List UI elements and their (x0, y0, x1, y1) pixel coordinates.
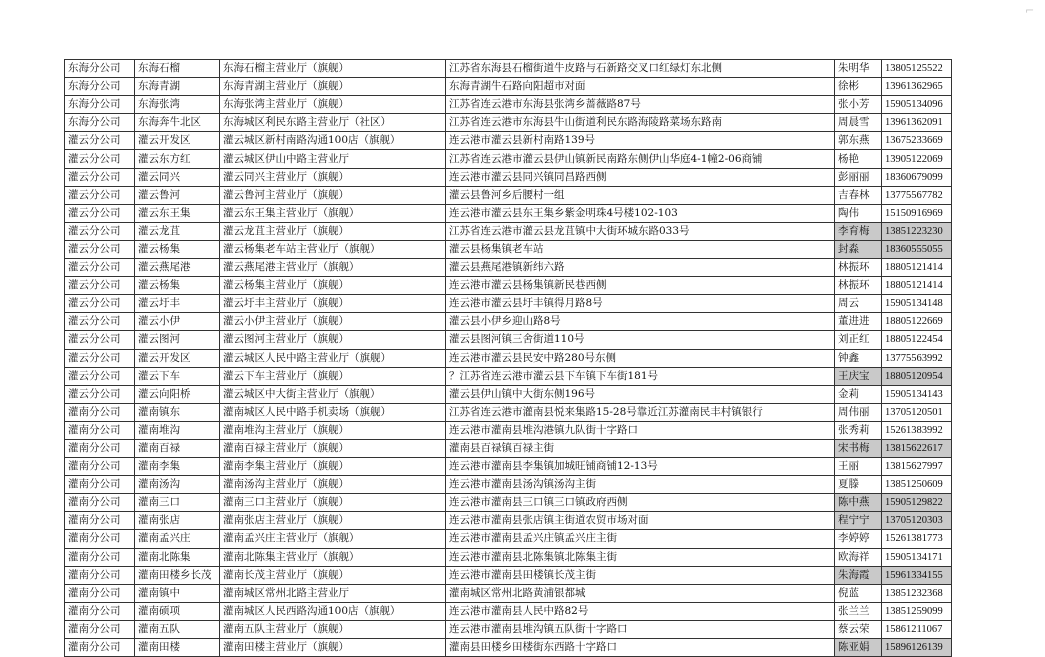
scan-corner-mark: ⌐ (1025, 4, 1035, 17)
contact-cell: 张秀莉 (835, 421, 882, 439)
phone-cell: 13815622617 (882, 439, 952, 457)
table-row (65, 458, 952, 476)
address-cell: 连云港市灌南县堆沟镇五队街十字路口 (446, 620, 835, 638)
table-row (65, 331, 952, 349)
address-cell: ？江苏省连云港市灌云县下车镇下车街181号 (446, 367, 835, 385)
hall-name-cell: 灌南长茂主营业厅（旗舰） (220, 566, 446, 584)
hall-name-cell: 灌南城区人民中路手机卖场（旗舰） (220, 403, 446, 421)
table-row (65, 476, 952, 494)
table-row (65, 259, 952, 277)
phone-cell: 15861211067 (882, 620, 952, 638)
branch-cell: 灌云分公司 (65, 277, 135, 295)
contact-cell: 钟鑫 (835, 349, 882, 367)
branch-cell: 灌云分公司 (65, 204, 135, 222)
area-cell: 灌云开发区 (135, 349, 220, 367)
table-row (65, 168, 952, 186)
address-cell: 连云港市灌南县李集镇加城旺铺商铺12-13号 (446, 458, 835, 476)
phone-cell: 13805125522 (882, 60, 952, 78)
hall-name-cell: 东海张湾主营业厅（旗舰） (220, 96, 446, 114)
address-cell: 连云港市灌云县同兴镇同昌路西侧 (446, 168, 835, 186)
branch-cell: 灌云分公司 (65, 168, 135, 186)
hall-name-cell: 灌南李集主营业厅（旗舰） (220, 458, 446, 476)
table-row (65, 421, 952, 439)
area-cell: 灌云东王集 (135, 204, 220, 222)
phone-cell: 15150916969 (882, 204, 952, 222)
contact-cell: 夏滕 (835, 476, 882, 494)
contact-cell: 杨艳 (835, 150, 882, 168)
address-cell: 灌云县伊山镇中大街东侧196号 (446, 385, 835, 403)
hall-name-cell: 灌云东王集主营业厅（旗舰） (220, 204, 446, 222)
hall-name-cell: 灌南百禄主营业厅（旗舰） (220, 439, 446, 457)
area-cell: 灌南田楼 (135, 639, 220, 657)
hall-name-cell: 灌南城区人民西路沟通100店（旗舰） (220, 602, 446, 620)
branch-cell: 灌云分公司 (65, 385, 135, 403)
branch-cell: 东海分公司 (65, 96, 135, 114)
area-cell: 灌南五队 (135, 620, 220, 638)
address-cell: 灌云县小伊乡迎山路8号 (446, 313, 835, 331)
contact-cell: 陈中燕 (835, 494, 882, 512)
phone-cell: 18805122454 (882, 331, 952, 349)
area-cell: 灌云下车 (135, 367, 220, 385)
hall-name-cell: 灌南三口主营业厅（旗舰） (220, 494, 446, 512)
branch-cell: 灌云分公司 (65, 150, 135, 168)
address-cell: 江苏省连云港市灌南县悦来集路15-28号靠近江苏灌南民丰村镇银行 (446, 403, 835, 421)
table-row (65, 639, 952, 657)
table-row (65, 494, 952, 512)
table-row (65, 114, 952, 132)
branch-cell: 灌南分公司 (65, 458, 135, 476)
table-row (65, 602, 952, 620)
address-cell: 江苏省东海县石榴街道牛皮路与石新路交叉口红绿灯东北侧 (446, 60, 835, 78)
hall-name-cell: 灌云同兴主营业厅（旗舰） (220, 168, 446, 186)
hall-name-cell: 东海城区利民东路主营业厅（社区） (220, 114, 446, 132)
address-cell: 江苏省连云港市东海县牛山街道利民东路海陵路菜场东路南 (446, 114, 835, 132)
address-cell: 连云港市灌南县人民中路82号 (446, 602, 835, 620)
table-row (65, 584, 952, 602)
contact-cell: 刘正红 (835, 331, 882, 349)
area-cell: 灌南三口 (135, 494, 220, 512)
area-cell: 灌云燕尾港 (135, 259, 220, 277)
hall-name-cell: 灌南北陈集主营业厅（旗舰） (220, 548, 446, 566)
contact-cell: 陈亚娟 (835, 639, 882, 657)
area-cell: 灌南张店 (135, 512, 220, 530)
table-row (65, 277, 952, 295)
phone-cell: 13851223230 (882, 222, 952, 240)
contact-cell: 金莉 (835, 385, 882, 403)
area-cell: 灌云向阳桥 (135, 385, 220, 403)
phone-cell: 18360555055 (882, 240, 952, 258)
area-cell: 灌云开发区 (135, 132, 220, 150)
address-cell: 连云港市灌南县田楼镇长茂主街 (446, 566, 835, 584)
address-cell: 连云港市灌云县圩丰镇得月路8号 (446, 295, 835, 313)
hall-name-cell: 灌南汤沟主营业厅（旗舰） (220, 476, 446, 494)
phone-cell: 13851232368 (882, 584, 952, 602)
table-row (65, 313, 952, 331)
address-cell: 江苏省连云港市灌云县伊山镇新民南路东侧伊山华庭4-1幢2-06商铺 (446, 150, 835, 168)
address-cell: 连云港市灌南县北陈集镇北陈集主街 (446, 548, 835, 566)
contact-cell: 周伟丽 (835, 403, 882, 421)
branch-cell: 灌云分公司 (65, 295, 135, 313)
contact-cell: 倪蓝 (835, 584, 882, 602)
contact-cell: 欧海祥 (835, 548, 882, 566)
address-cell: 连云港市灌南县孟兴庄镇孟兴庄主街 (446, 530, 835, 548)
contact-cell: 王丽 (835, 458, 882, 476)
address-cell: 灌云县燕尾港镇新纬六路 (446, 259, 835, 277)
branch-cell: 灌南分公司 (65, 584, 135, 602)
hall-name-cell: 灌云杨集老车站主营业厅（旗舰） (220, 240, 446, 258)
contact-cell: 董进进 (835, 313, 882, 331)
contact-cell: 彭丽丽 (835, 168, 882, 186)
branch-cell: 灌南分公司 (65, 403, 135, 421)
hall-name-cell: 灌南堆沟主营业厅（旗舰） (220, 421, 446, 439)
table-row (65, 385, 952, 403)
hall-name-cell: 灌云城区人民中路主营业厅（旗舰） (220, 349, 446, 367)
hall-name-cell: 灌云城区新村南路沟通100店（旗舰） (220, 132, 446, 150)
hall-name-cell: 灌云下车主营业厅（旗舰） (220, 367, 446, 385)
contact-cell: 李育梅 (835, 222, 882, 240)
branch-cell: 灌南分公司 (65, 566, 135, 584)
area-cell: 灌南孟兴庄 (135, 530, 220, 548)
area-cell: 灌南田楼乡长茂 (135, 566, 220, 584)
phone-cell: 13905122069 (882, 150, 952, 168)
contact-cell: 吉春林 (835, 186, 882, 204)
address-cell: 江苏省连云港市东海县张湾乡蔷薇路87号 (446, 96, 835, 114)
branch-cell: 灌南分公司 (65, 512, 135, 530)
area-cell: 灌云东方红 (135, 150, 220, 168)
phone-cell: 13851250609 (882, 476, 952, 494)
branch-cell: 灌南分公司 (65, 639, 135, 657)
address-cell: 灌云县鲁河乡后腰村一组 (446, 186, 835, 204)
area-cell: 灌云龙苴 (135, 222, 220, 240)
address-cell: 江苏省连云港市灌云县龙苴镇中大街环城东路033号 (446, 222, 835, 240)
phone-cell: 15961334155 (882, 566, 952, 584)
branch-cell: 灌云分公司 (65, 240, 135, 258)
contact-cell: 周晨雪 (835, 114, 882, 132)
hall-name-cell: 灌云圩丰主营业厅（旗舰） (220, 295, 446, 313)
branch-cell: 灌南分公司 (65, 620, 135, 638)
contact-cell: 郭东燕 (835, 132, 882, 150)
area-cell: 灌云图河 (135, 331, 220, 349)
phone-cell: 13961362965 (882, 78, 952, 96)
area-cell: 灌南硕项 (135, 602, 220, 620)
address-cell: 连云港市灌南县张店镇主街道农贸市场对面 (446, 512, 835, 530)
contact-cell: 张兰兰 (835, 602, 882, 620)
table-row (65, 620, 952, 638)
phone-cell: 15905134096 (882, 96, 952, 114)
area-cell: 灌云杨集 (135, 277, 220, 295)
address-cell: 连云港市灌云县杨集镇新民巷西侧 (446, 277, 835, 295)
branch-cell: 灌南分公司 (65, 421, 135, 439)
table-row (65, 403, 952, 421)
branch-cell: 灌南分公司 (65, 548, 135, 566)
hall-name-cell: 灌南孟兴庄主营业厅（旗舰） (220, 530, 446, 548)
area-cell: 灌南百禄 (135, 439, 220, 457)
table-row (65, 222, 952, 240)
address-cell: 灌南县百禄镇百禄主街 (446, 439, 835, 457)
area-cell: 灌云小伊 (135, 313, 220, 331)
contact-cell: 陶伟 (835, 204, 882, 222)
hall-name-cell: 东海石榴主营业厅（旗舰） (220, 60, 446, 78)
phone-cell: 13675233669 (882, 132, 952, 150)
phone-cell: 13815627997 (882, 458, 952, 476)
address-cell: 连云港市灌云县民安中路280号东侧 (446, 349, 835, 367)
hall-name-cell: 灌南张店主营业厅（旗舰） (220, 512, 446, 530)
table-row (65, 530, 952, 548)
table-row (65, 566, 952, 584)
contact-cell: 徐彬 (835, 78, 882, 96)
hall-name-cell: 灌云龙苴主营业厅（旗舰） (220, 222, 446, 240)
phone-cell: 18805121414 (882, 259, 952, 277)
hall-name-cell: 东海青湖主营业厅（旗舰） (220, 78, 446, 96)
phone-cell: 15905129822 (882, 494, 952, 512)
branch-cell: 灌南分公司 (65, 439, 135, 457)
phone-cell: 18805121414 (882, 277, 952, 295)
address-cell: 灌云县杨集镇老车站 (446, 240, 835, 258)
area-cell: 灌南李集 (135, 458, 220, 476)
table-row (65, 78, 952, 96)
contact-cell: 程宁宁 (835, 512, 882, 530)
phone-cell: 15905134171 (882, 548, 952, 566)
contact-cell: 宋书梅 (835, 439, 882, 457)
table-row (65, 349, 952, 367)
table-row (65, 367, 952, 385)
address-cell: 连云港市灌南县三口镇三口镇政府西侧 (446, 494, 835, 512)
hall-name-cell: 灌云城区伊山中路主营业厅 (220, 150, 446, 168)
hall-name-cell: 灌云杨集主营业厅（旗舰） (220, 277, 446, 295)
area-cell: 灌云鲁河 (135, 186, 220, 204)
hall-name-cell: 灌南城区常州北路主营业厅 (220, 584, 446, 602)
contact-cell: 李婷婷 (835, 530, 882, 548)
hall-name-cell: 灌南五队主营业厅（旗舰） (220, 620, 446, 638)
branch-cell: 灌南分公司 (65, 530, 135, 548)
branch-cell: 灌云分公司 (65, 349, 135, 367)
hall-name-cell: 灌云小伊主营业厅（旗舰） (220, 313, 446, 331)
address-cell: 连云港市灌云县新村南路139号 (446, 132, 835, 150)
store-table (64, 59, 952, 657)
table-row (65, 295, 952, 313)
contact-cell: 周云 (835, 295, 882, 313)
area-cell: 东海石榴 (135, 60, 220, 78)
phone-cell: 13775567782 (882, 186, 952, 204)
area-cell: 灌南镇东 (135, 403, 220, 421)
area-cell: 灌南堆沟 (135, 421, 220, 439)
area-cell: 灌南汤沟 (135, 476, 220, 494)
branch-cell: 灌南分公司 (65, 494, 135, 512)
table-row (65, 512, 952, 530)
address-cell: 灌南县田楼乡田楼街东西路十字路口 (446, 639, 835, 657)
branch-cell: 灌南分公司 (65, 476, 135, 494)
branch-cell: 灌云分公司 (65, 186, 135, 204)
table-row (65, 548, 952, 566)
table-row (65, 439, 952, 457)
address-cell: 东海青湖牛石路向阳超市对面 (446, 78, 835, 96)
area-cell: 东海张湾 (135, 96, 220, 114)
branch-cell: 灌云分公司 (65, 313, 135, 331)
phone-cell: 15261383992 (882, 421, 952, 439)
contact-cell: 王庆宝 (835, 367, 882, 385)
area-cell: 灌南北陈集 (135, 548, 220, 566)
branch-cell: 灌云分公司 (65, 367, 135, 385)
address-cell: 灌云县图河镇三舍街道110号 (446, 331, 835, 349)
hall-name-cell: 灌云燕尾港主营业厅（旗舰） (220, 259, 446, 277)
address-cell: 连云港市灌南县汤沟镇汤沟主街 (446, 476, 835, 494)
table-row (65, 96, 952, 114)
branch-cell: 东海分公司 (65, 78, 135, 96)
hall-name-cell: 灌云鲁河主营业厅（旗舰） (220, 186, 446, 204)
table-row (65, 186, 952, 204)
address-cell: 连云港市灌云县东王集乡紫金明珠4号楼102-103 (446, 204, 835, 222)
table-row (65, 204, 952, 222)
branch-cell: 灌云分公司 (65, 259, 135, 277)
area-cell: 灌南镇中 (135, 584, 220, 602)
hall-name-cell: 灌云城区中大街主营业厅（旗舰） (220, 385, 446, 403)
phone-cell: 15896126139 (882, 639, 952, 657)
store-table-body (65, 60, 952, 657)
contact-cell: 林振环 (835, 277, 882, 295)
contact-cell: 朱明华 (835, 60, 882, 78)
area-cell: 灌云杨集 (135, 240, 220, 258)
phone-cell: 13705120501 (882, 403, 952, 421)
area-cell: 灌云圩丰 (135, 295, 220, 313)
address-cell: 灌南城区常州北路黄浦银都城 (446, 584, 835, 602)
phone-cell: 13961362091 (882, 114, 952, 132)
contact-cell: 林振环 (835, 259, 882, 277)
branch-cell: 灌云分公司 (65, 132, 135, 150)
area-cell: 东海青湖 (135, 78, 220, 96)
table-row (65, 60, 952, 78)
area-cell: 灌云同兴 (135, 168, 220, 186)
branch-cell: 灌云分公司 (65, 222, 135, 240)
contact-cell: 朱海霞 (835, 566, 882, 584)
hall-name-cell: 灌云图河主营业厅（旗舰） (220, 331, 446, 349)
contact-cell: 蔡云荣 (835, 620, 882, 638)
phone-cell: 13705120303 (882, 512, 952, 530)
table-row (65, 132, 952, 150)
phone-cell: 18360679099 (882, 168, 952, 186)
phone-cell: 15261381773 (882, 530, 952, 548)
phone-cell: 13851259099 (882, 602, 952, 620)
phone-cell: 18805122669 (882, 313, 952, 331)
address-cell: 连云港市灌南县堆沟港镇九队街十字路口 (446, 421, 835, 439)
branch-cell: 东海分公司 (65, 60, 135, 78)
phone-cell: 13775563992 (882, 349, 952, 367)
branch-cell: 灌云分公司 (65, 331, 135, 349)
phone-cell: 18805120954 (882, 367, 952, 385)
contact-cell: 封淼 (835, 240, 882, 258)
phone-cell: 15905134143 (882, 385, 952, 403)
contact-cell: 张小芳 (835, 96, 882, 114)
phone-cell: 15905134148 (882, 295, 952, 313)
area-cell: 东海奔牛北区 (135, 114, 220, 132)
table-row (65, 150, 952, 168)
branch-cell: 灌南分公司 (65, 602, 135, 620)
branch-cell: 东海分公司 (65, 114, 135, 132)
hall-name-cell: 灌南田楼主营业厅（旗舰） (220, 639, 446, 657)
table-row (65, 240, 952, 258)
